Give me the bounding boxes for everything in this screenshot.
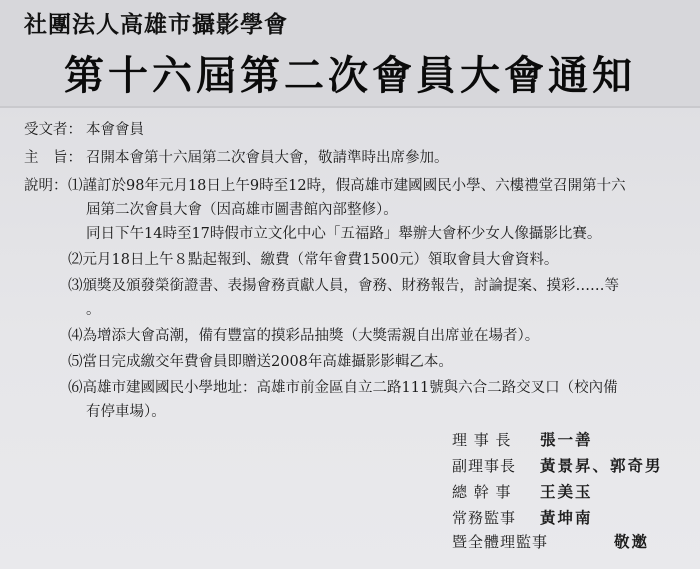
item-3-line-1: ⑶頒獎及頒發榮銜證書、表揚會務貢獻人員，會務、財務報告，討論提案、摸彩……等 <box>68 278 619 294</box>
explanation-label: 說明： <box>24 178 68 194</box>
signatory-role: 常務監事 <box>452 509 517 527</box>
item-2-line-1: ⑵元月18日上午８點起報到、繳費（常年會費1500元）領取會員大會資料。 <box>68 252 559 268</box>
signatory-name: 黃景昇、郭奇男 <box>540 457 663 475</box>
item-5-line-1: ⑸當日完成繳交年費會員即贈送2008年高雄攝影影輯乙本。 <box>68 354 453 370</box>
signatory-role: 總 幹 事 <box>452 483 512 501</box>
item-3-line-2: 。 <box>86 302 101 318</box>
recipient-value: 本會會員 <box>86 122 144 138</box>
header-divider <box>0 106 700 108</box>
notice-title: 第十六屆第二次會員大會通知 <box>64 52 636 99</box>
recipient-label: 受文者： <box>24 122 82 138</box>
signatory-role: 副理事長 <box>452 457 517 475</box>
subject-value: 召開本會第十六屆第二次會員大會，敬請準時出席參加。 <box>86 150 449 166</box>
item-4-line-1: ⑷為增添大會高潮，備有豐富的摸彩品抽獎（大獎需親自出席並在場者）。 <box>68 328 540 344</box>
signatory-role: 理 事 長 <box>452 431 512 449</box>
signatory-name: 王美玉 <box>540 483 593 501</box>
item-1-line-1: ⑴謹訂於98年元月18日上午9時至12時，假高雄市建國國民小學、六樓禮堂召開第十六 <box>68 178 626 194</box>
item-6-line-1: ⑹高雄市建國國民小學地址：高雄市前金區自立二路111號與六合二路交叉口（校內備 <box>68 380 618 396</box>
signatory-name: 黃坤南 <box>540 509 593 527</box>
signatory-closing: 敬邀 <box>614 533 650 551</box>
item-6-line-2: 有停車場）。 <box>86 404 166 420</box>
organization-name: 社團法人高雄市攝影學會 <box>24 11 288 38</box>
signatory-name: 張一善 <box>540 431 593 449</box>
header-band <box>0 0 700 108</box>
subject-label: 主 旨： <box>24 150 82 166</box>
item-1-continuation: 同日下午14時至17時假市立文化中心「五福路」舉辦大會杯少女人像攝影比賽。 <box>86 226 602 242</box>
item-1-line-2: 屆第二次會員大會（因高雄市圖書館內部整修）。 <box>86 202 398 218</box>
signatory-role: 暨全體理監事 <box>452 533 549 551</box>
